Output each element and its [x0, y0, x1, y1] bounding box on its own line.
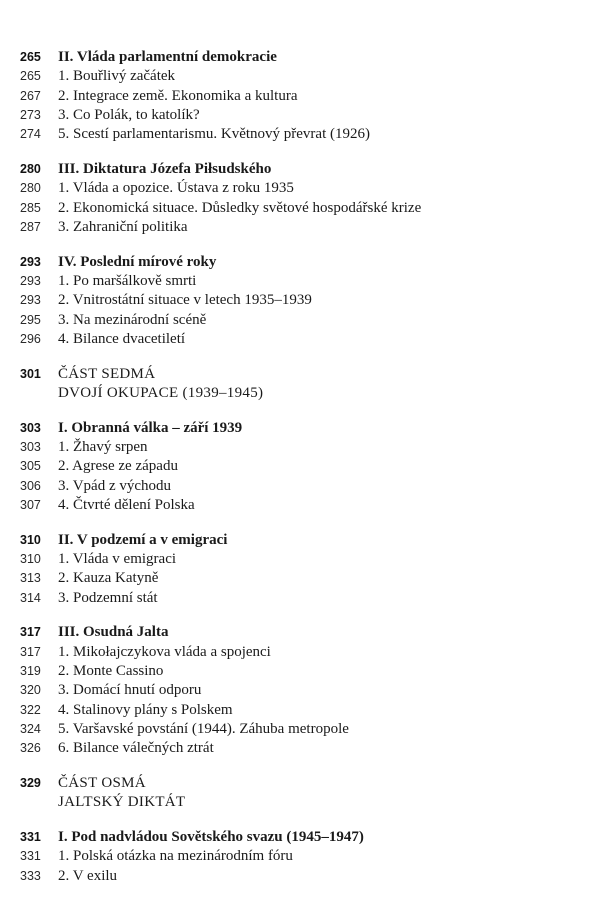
- page-number: 310: [20, 532, 41, 547]
- toc-entry: [20, 292, 590, 311]
- toc-section: [20, 624, 590, 759]
- toc-entry: [20, 682, 590, 701]
- entry-title: 3. Vpád z východu: [58, 477, 172, 494]
- entry-title: 3. Co Polák, to katolík?: [58, 106, 200, 123]
- entry-title: 1. Bouřlivý začátek: [58, 68, 176, 85]
- page-number: 310: [20, 552, 41, 567]
- entry-title: I. Obranná válka – září 1939: [58, 419, 243, 436]
- chapter-heading: [20, 624, 590, 643]
- page-number: 317: [20, 625, 41, 640]
- page-number: 274: [20, 127, 41, 142]
- toc-section: [20, 775, 590, 814]
- page-number: 293: [20, 273, 41, 288]
- entry-title: 1. Žhavý srpen: [58, 439, 148, 456]
- toc-entry: [20, 273, 590, 292]
- toc-entry: [20, 721, 590, 740]
- toc-entry: [20, 200, 590, 219]
- entry-title: 2. Agrese ze západu: [58, 458, 178, 475]
- toc-entry: [20, 458, 590, 477]
- entry-title: ČÁST SEDMÁ: [58, 365, 156, 382]
- toc-section: [20, 829, 590, 887]
- toc-entry: [20, 570, 590, 589]
- entry-title: II. V podzemí a v emigraci: [58, 531, 228, 548]
- entry-title: 2. Ekonomická situace. Důsledky světové hospodářské krize: [58, 199, 422, 216]
- toc-entry: [20, 551, 590, 570]
- page-number: 265: [20, 50, 41, 64]
- page-number: 273: [20, 107, 41, 122]
- chapter-heading: [20, 161, 590, 180]
- page-number: 305: [20, 459, 41, 474]
- entry-title: 5. Scestí parlamentarismu. Květnový převrat (1926): [58, 126, 370, 143]
- toc-section: [20, 420, 590, 516]
- page-number: 331: [20, 849, 41, 864]
- entry-title: 3. Na mezinárodní scéně: [58, 311, 207, 328]
- toc-entry: [20, 702, 590, 721]
- toc-entry: [20, 478, 590, 497]
- toc-entry: [20, 180, 590, 199]
- entry-title: 3. Zahraniční politika: [58, 218, 188, 235]
- page-number: 293: [20, 254, 41, 269]
- page-number: 326: [20, 741, 41, 756]
- toc-entry: [20, 644, 590, 663]
- entry-title: 3. Domácí hnutí odporu: [58, 682, 202, 699]
- page-number: 314: [20, 590, 41, 605]
- toc-entry: [20, 107, 590, 126]
- page-number: 267: [20, 88, 41, 103]
- toc-entry: [20, 848, 590, 867]
- page-number: 306: [20, 478, 41, 493]
- toc-entry: [20, 126, 590, 145]
- entry-title: 1. Polská otázka na mezinárodním fóru: [58, 848, 293, 865]
- entry-title: DVOJÍ OKUPACE (1939–1945): [58, 384, 264, 401]
- page-number: 285: [20, 200, 41, 215]
- entry-title: 2. Vnitrostátní situace v letech 1935–1939: [58, 292, 312, 309]
- page-number: 280: [20, 161, 41, 176]
- entry-title: 3. Podzemní stát: [58, 589, 158, 606]
- entry-title: 1. Vláda v emigraci: [58, 551, 177, 568]
- page-number: 287: [20, 219, 41, 234]
- page-number: 303: [20, 420, 41, 435]
- toc-section: [20, 532, 590, 609]
- page-number: 265: [20, 69, 41, 84]
- chapter-heading: [20, 829, 590, 848]
- toc-section: [20, 254, 590, 350]
- toc-entry: [20, 219, 590, 238]
- page-number: 303: [20, 440, 41, 455]
- entry-title: IV. Poslední mírové roky: [58, 253, 217, 270]
- entry-title: 1. Vláda a opozice. Ústava z roku 1935: [58, 180, 294, 197]
- entry-title: JALTSKÝ DIKTÁT: [58, 794, 186, 811]
- page-number: 324: [20, 721, 41, 736]
- page-number: 320: [20, 683, 41, 698]
- toc-section: [20, 161, 590, 238]
- page-number: 333: [20, 868, 41, 883]
- part-heading: [20, 775, 590, 794]
- part-heading: [20, 794, 590, 813]
- entry-title: III. Diktatura Józefa Piłsudského: [58, 160, 272, 177]
- toc-entry: [20, 497, 590, 516]
- toc-entry: [20, 740, 590, 759]
- page-number: 295: [20, 312, 41, 327]
- toc-entry: [20, 88, 590, 107]
- entry-title: 2. Kauza Katyně: [58, 570, 159, 587]
- page-number: 331: [20, 830, 41, 845]
- part-heading: [20, 385, 590, 404]
- chapter-heading: [20, 420, 590, 439]
- entry-title: 2. Monte Cassino: [58, 663, 164, 680]
- toc-entry: [20, 868, 590, 887]
- page-number: 280: [20, 181, 41, 196]
- entry-title: 1. Mikołajczykova vláda a spojenci: [58, 643, 271, 660]
- entry-title: 2. Integrace země. Ekonomika a kultura: [58, 87, 298, 104]
- page-number: 329: [20, 776, 41, 790]
- page-number: 317: [20, 644, 41, 659]
- page-number: 296: [20, 331, 41, 346]
- chapter-heading: [20, 532, 590, 551]
- entry-title: ČÁST OSMÁ: [58, 775, 146, 791]
- toc-section: [20, 49, 590, 145]
- entry-title: 4. Čtvrté dělení Polska: [58, 496, 195, 513]
- page-number: 322: [20, 702, 41, 717]
- table-of-contents: [20, 49, 590, 902]
- page-number: 293: [20, 293, 41, 308]
- chapter-heading: [20, 49, 590, 68]
- entry-title: III. Osudná Jalta: [58, 624, 169, 641]
- page-number: 307: [20, 497, 41, 512]
- toc-section: [20, 366, 590, 405]
- page-number: 319: [20, 664, 41, 679]
- entry-title: II. Vláda parlamentní demokracie: [58, 49, 277, 65]
- entry-title: 2. V exilu: [58, 867, 118, 884]
- chapter-heading: [20, 254, 590, 273]
- toc-entry: [20, 331, 590, 350]
- page-number: 313: [20, 571, 41, 586]
- page-number: 301: [20, 366, 41, 381]
- part-heading: [20, 366, 590, 385]
- entry-title: 1. Po maršálkově smrti: [58, 272, 197, 289]
- entry-title: 5. Varšavské povstání (1944). Záhuba metropole: [58, 720, 349, 737]
- toc-entry: [20, 663, 590, 682]
- entry-title: I. Pod nadvládou Sovětského svazu (1945–1947): [58, 829, 364, 846]
- entry-title: 6. Bilance válečných ztrát: [58, 740, 214, 757]
- toc-entry: [20, 312, 590, 331]
- toc-entry: [20, 590, 590, 609]
- toc-entry: [20, 439, 590, 458]
- entry-title: 4. Bilance dvacetiletí: [58, 330, 186, 347]
- toc-entry: [20, 68, 590, 87]
- entry-title: 4. Stalinovy plány s Polskem: [58, 701, 233, 718]
